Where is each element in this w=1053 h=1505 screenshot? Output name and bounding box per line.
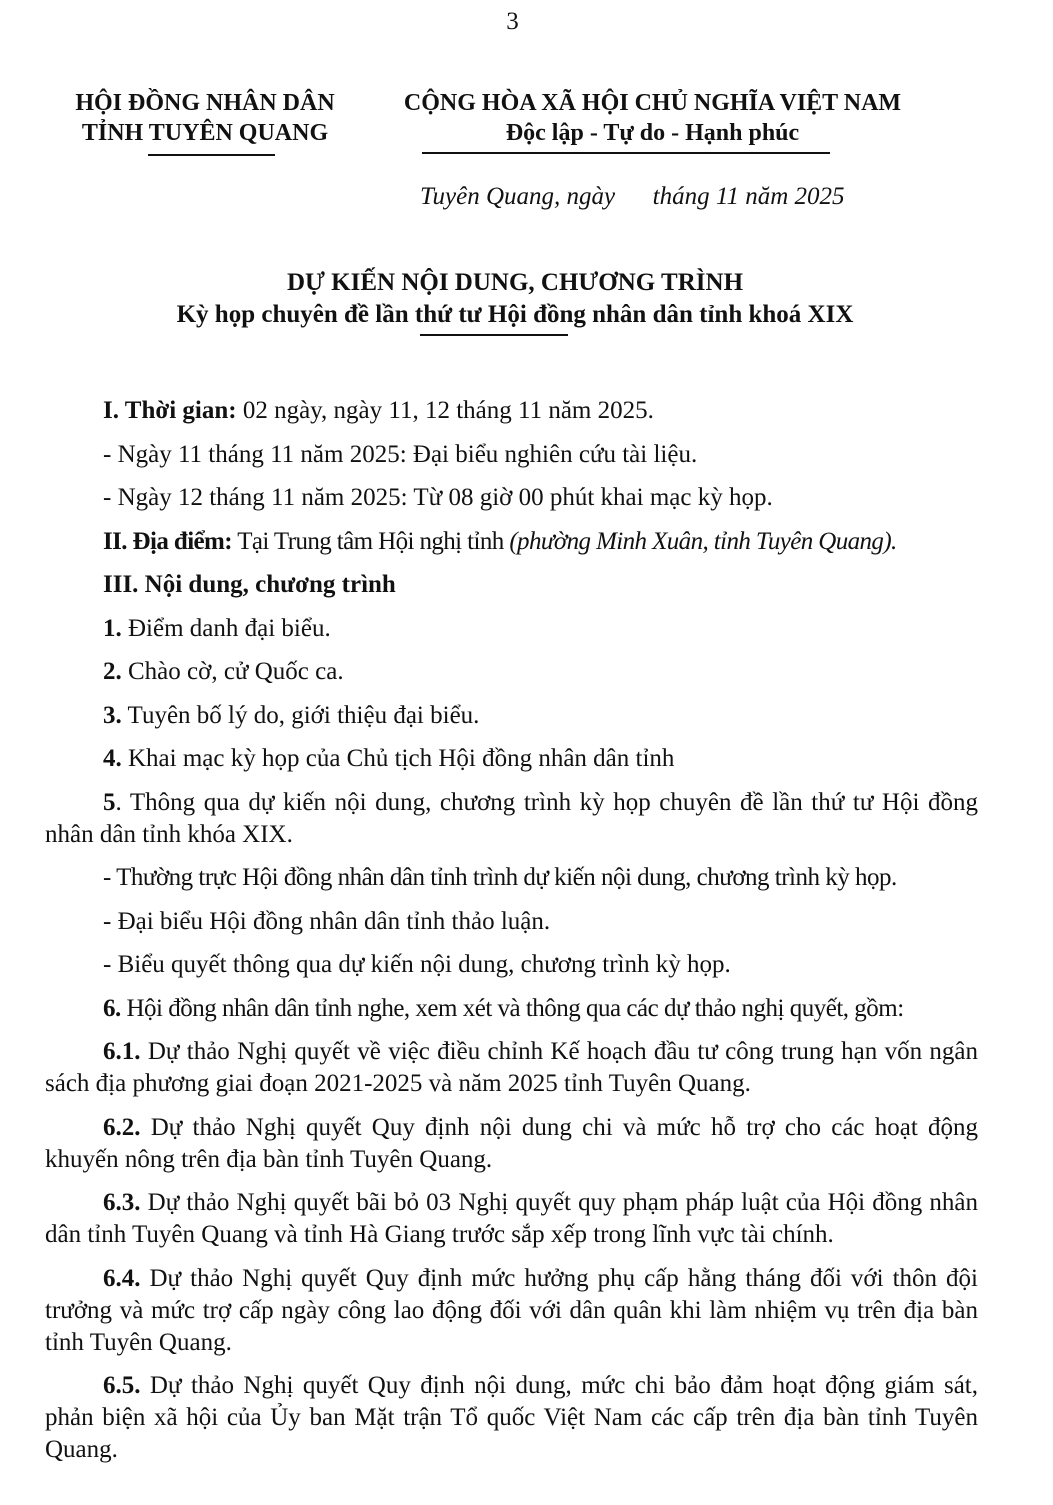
issuing-agency <box>55 88 355 148</box>
title-line-1: DỰ KIẾN NỘI DUNG, CHƯƠNG TRÌNH <box>286 269 744 296</box>
paragraph <box>45 569 978 601</box>
paragraph-lead: 1. <box>103 614 122 642</box>
paragraph-lead: 5 <box>103 788 116 816</box>
motto-underline <box>422 152 830 154</box>
paragraph <box>45 613 978 645</box>
paragraph-text: - Đại biểu Hội đồng nhân dân tỉnh thảo luận. <box>103 907 551 935</box>
paragraph-text: Dự thảo Nghị quyết Quy định nội dung, mức chi bảo đảm hoạt động giám sát, phản biện xã hội của Ủy ban Mặt trận Tổ quốc Việt Nam các cấp trên địa bàn tỉnh Tuyên Quang. <box>45 1372 978 1463</box>
page-number: 3 <box>506 8 519 35</box>
paragraph <box>45 439 978 471</box>
paragraph-lead: 6.2. <box>103 1113 141 1141</box>
paragraph <box>45 743 978 775</box>
paragraph <box>45 656 978 688</box>
paragraph <box>45 526 978 558</box>
paragraph <box>45 949 978 981</box>
paragraph <box>45 906 978 938</box>
paragraph-lead: 6.4. <box>103 1264 141 1292</box>
paragraph <box>45 1187 978 1251</box>
date-line: Tuyên Quang, ngày tháng 11 năm 2025 <box>420 183 845 210</box>
paragraph <box>45 787 978 851</box>
paragraph-text: Chào cờ, cử Quốc ca. <box>121 658 344 685</box>
paragraph-text: - Ngày 12 tháng 11 năm 2025: Từ 08 giờ 00 phút khai mạc kỳ họp. <box>103 484 773 511</box>
document-title <box>40 267 990 331</box>
motto: Độc lập - Tự do - Hạnh phúc <box>505 120 800 146</box>
paragraph-text: Điểm danh đại biểu. <box>121 614 331 642</box>
paragraph-lead: I. Thời gian: <box>103 397 237 424</box>
document-body <box>45 395 978 1478</box>
agency-line-1: HỘI ĐỒNG NHÂN DÂN <box>75 90 335 116</box>
paragraph-lead: 4. <box>103 745 122 772</box>
paragraph-text: Dự thảo Nghị quyết về việc điều chỉnh Kế hoạch đầu tư công trung hạn vốn ngân sách địa phương giai đoạn 2021-2025 và năm 2025 tỉnh Tuyên Quang. <box>45 1038 978 1097</box>
paragraph-text: 02 ngày, ngày 11, 12 tháng 11 năm 2025. <box>236 397 654 424</box>
paragraph-text: Dự thảo Nghị quyết Quy định nội dung chi và mức hỗ trợ cho các hoạt động khuyến nông trên địa bàn tỉnh Tuyên Quang. <box>45 1113 978 1173</box>
paragraph <box>45 1036 978 1100</box>
paragraph-lead: 6.5. <box>103 1372 141 1399</box>
paragraph-text: - Biểu quyết thông qua dự kiến nội dung, chương trình kỳ họp. <box>103 951 731 978</box>
paragraph-text: Dự thảo Nghị quyết bãi bỏ 03 Nghị quyết quy phạm pháp luật của Hội đồng nhân dân tỉnh Tuyên Quang và tỉnh Hà Giang trước sắp xếp trong lĩnh vực tài chính. <box>45 1189 978 1248</box>
paragraph-text: - Thường trực Hội đồng nhân dân tỉnh trình dự kiến nội dung, chương trình kỳ họp. <box>103 864 897 891</box>
paragraph-lead: 6.1. <box>103 1038 141 1065</box>
country-name: CỘNG HÒA XÃ HỘI CHỦ NGHĨA VIỆT NAM <box>403 90 902 116</box>
national-motto <box>370 88 935 148</box>
paragraph-lead: II. Địa điểm: <box>103 527 233 555</box>
paragraph <box>45 1112 978 1176</box>
paragraph-text: Dự thảo Nghị quyết Quy định mức hưởng phụ cấp hằng tháng đối với thôn đội trưởng và mức trợ cấp ngày công lao động đối với dân quân khi làm nhiệm vụ trên địa bàn tỉnh Tuyên Quang. <box>45 1264 978 1356</box>
paragraph <box>45 862 978 894</box>
paragraph-lead: 2. <box>103 658 122 685</box>
agency-line-2: TỈNH TUYÊN QUANG <box>81 120 329 146</box>
paragraph-italic: (phường Minh Xuân, tỉnh Tuyên Quang). <box>509 527 897 555</box>
paragraph-lead: 6.3. <box>103 1189 141 1216</box>
title-underline <box>420 334 568 336</box>
paragraph-text: Tuyên bố lý do, giới thiệu đại biểu. <box>121 701 480 729</box>
paragraph <box>45 700 978 732</box>
paragraph-lead: 6. <box>103 994 121 1022</box>
paragraph-text: Tại Trung tâm Hội nghị tỉnh <box>232 527 510 555</box>
title-line-2: Kỳ họp chuyên đề lần thứ tư Hội đồng nhân dân tỉnh khoá XIX <box>176 301 854 328</box>
agency-underline <box>148 154 275 156</box>
paragraph-lead: 3. <box>103 701 122 729</box>
paragraph-text: . Thông qua dự kiến nội dung, chương trình kỳ họp chuyên đề lần thứ tư Hội đồng nhân dân tỉnh khóa XIX. <box>45 788 978 848</box>
paragraph <box>45 1263 978 1359</box>
paragraph-text: - Ngày 11 tháng 11 năm 2025: Đại biểu nghiên cứu tài liệu. <box>103 440 698 468</box>
paragraph-text: Khai mạc kỳ họp của Chủ tịch Hội đồng nhân dân tỉnh <box>121 745 675 772</box>
paragraph-text: Hội đồng nhân dân tỉnh nghe, xem xét và thông qua các dự thảo nghị quyết, gồm: <box>120 994 904 1022</box>
paragraph <box>45 395 978 427</box>
paragraph-lead: III. Nội dung, chương trình <box>103 571 396 598</box>
paragraph <box>45 482 978 514</box>
paragraph <box>45 993 978 1025</box>
paragraph <box>45 1370 978 1466</box>
